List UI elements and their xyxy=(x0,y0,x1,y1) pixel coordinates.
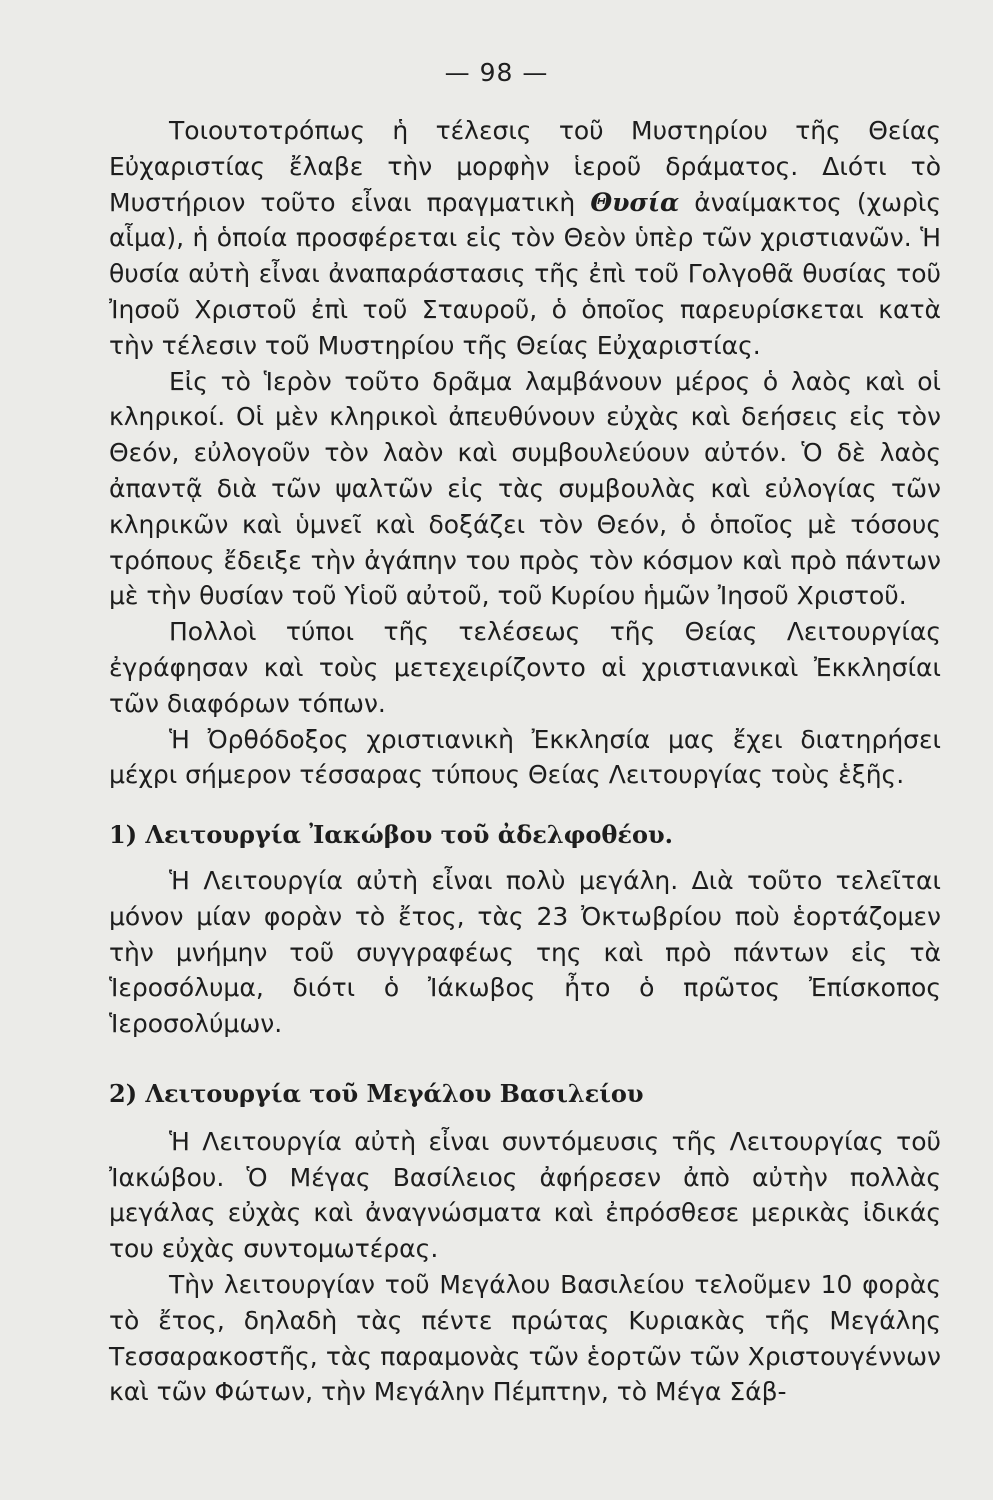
paragraph-1 xyxy=(109,113,941,364)
section-heading-1: 1) Λειτουργία Ἰακώβου τοῦ ἀδελφοθέου. xyxy=(109,820,674,850)
paragraph-3: Πολλοὶ τύποι τῆς τελέσεως τῆς Θείας Λειτουργίας ἐγράφησαν καὶ τοὺς μετεχειρίζοντο αἱ χριστιανικαὶ Ἐκκλησίαι τῶν διαφόρων τόπων. xyxy=(109,617,941,718)
paragraph-4: Ἡ Ὀρθόδοξος χριστιανικὴ Ἐκκλησία μας ἔχει διατηρήσει μέχρι σήμερον τέσσαρας τύπους Θείας Λειτουργίας τοὺς ἑξῆς. xyxy=(109,724,941,790)
page-number: — 98 — xyxy=(444,58,549,87)
paragraph-6: Ἡ Λειτουργία αὐτὴ εἶναι συντόμευσις τῆς Λειτουργίας τοῦ Ἰακώβου. Ὁ Μέγας Βασίλειος ἀφήρεσεν ἀπὸ αὐτὴν πολλὰς μεγάλας εὐχὰς καὶ ἀναγνώσματα καὶ ἐπρόσθεσε μερικὰς ἰδικάς του εὐχὰς συντομωτέρας. xyxy=(109,1126,941,1264)
paragraph-1-part-b: ἀναίμακτος (χωρὶς αἷμα), ἡ ὁποία προσφέρεται εἰς τὸν Θεὸν ὑπὲρ τῶν χριστιανῶν. Ἡ θυσία αὐτὴ εἶναι ἀναπαράστασις τῆς ἐπὶ τοῦ Γολγοθᾶ θυσίας τοῦ Ἰησοῦ Χριστοῦ ἐπὶ τοῦ Σταυροῦ, ὁ ὁποῖος παρευρίσκεται κατὰ τὴν τέλεσιν τοῦ Μυστηρίου τῆς Θείας Εὐχαριστίας. xyxy=(109,187,942,360)
emphasized-word: Θυσία xyxy=(590,187,680,217)
paragraph-2: Εἰς τὸ Ἱερὸν τοῦτο δρᾶμα λαμβάνουν μέρος ὁ λαὸς καὶ οἱ κληρικοί. Οἱ μὲν κληρικοὶ ἀπευθύνουν εὐχὰς καὶ δεήσεις εἰς τὸν Θεόν, εὐλογοῦν τὸν λαὸν καὶ συμβουλεύουν αὐτόν. Ὁ δὲ λαὸς ἀπαντᾷ διὰ τῶν ψαλτῶν εἰς τὰς συμβουλὰς καὶ εὐλογίας τῶν κληρικῶν καὶ ὑμνεῖ καὶ δοξάζει τὸν Θεόν, ὁ ὁποῖος μὲ τόσους τρόπους ἔδειξε τὴν ἀγάπην του πρὸς τὸν κόσμον καὶ πρὸ πάντων μὲ τὴν θυσίαν τοῦ Υἱοῦ αὐτοῦ, τοῦ Κυρίου ἡμῶν Ἰησοῦ Χριστοῦ. xyxy=(109,366,941,611)
paragraph-5: Ἡ Λειτουργία αὐτὴ εἶναι πολὺ μεγάλη. Διὰ τοῦτο τελεῖται μόνον μίαν φορὰν τὸ ἔτος, τὰς 23 Ὀκτωβρίου ποὺ ἑορτάζομεν τὴν μνήμην τοῦ συγγραφέως της καὶ πρὸ πάντων εἰς τὰ Ἱεροσόλυμα, διότι ὁ Ἰάκωβος ἦτο ὁ πρῶτος Ἐπίσκοπος Ἱεροσολύμων. xyxy=(109,865,941,1039)
paragraph-7: Τὴν λειτουργίαν τοῦ Μεγάλου Βασιλείου τελοῦμεν 10 φορὰς τὸ ἔτος, δηλαδὴ τὰς πέντε πρώτας Κυριακὰς τῆς Μεγάλης Τεσσαρακοστῆς, τὰς παραμονὰς τῶν ἑορτῶν τῶν Χριστουγέννων καὶ τῶν Φώτων, τὴν Μεγάλην Πέμπτην, τὸ Μέγα Σάβ- xyxy=(109,1269,941,1407)
paragraph-1-part-a: Τοιουτοτρόπως ἡ τέλεσις τοῦ Μυστηρίου τῆς Θείας Εὐχαριστίας ἔλαβε τὴν μορφὴν ἱεροῦ δράματος. Διότι τὸ Μυστήριον τοῦτο εἶναι πραγματικὴ xyxy=(109,116,941,217)
section-heading-2: 2) Λειτουργία τοῦ Μεγάλου Βασιλείου xyxy=(109,1078,644,1108)
body-text xyxy=(109,113,941,1410)
